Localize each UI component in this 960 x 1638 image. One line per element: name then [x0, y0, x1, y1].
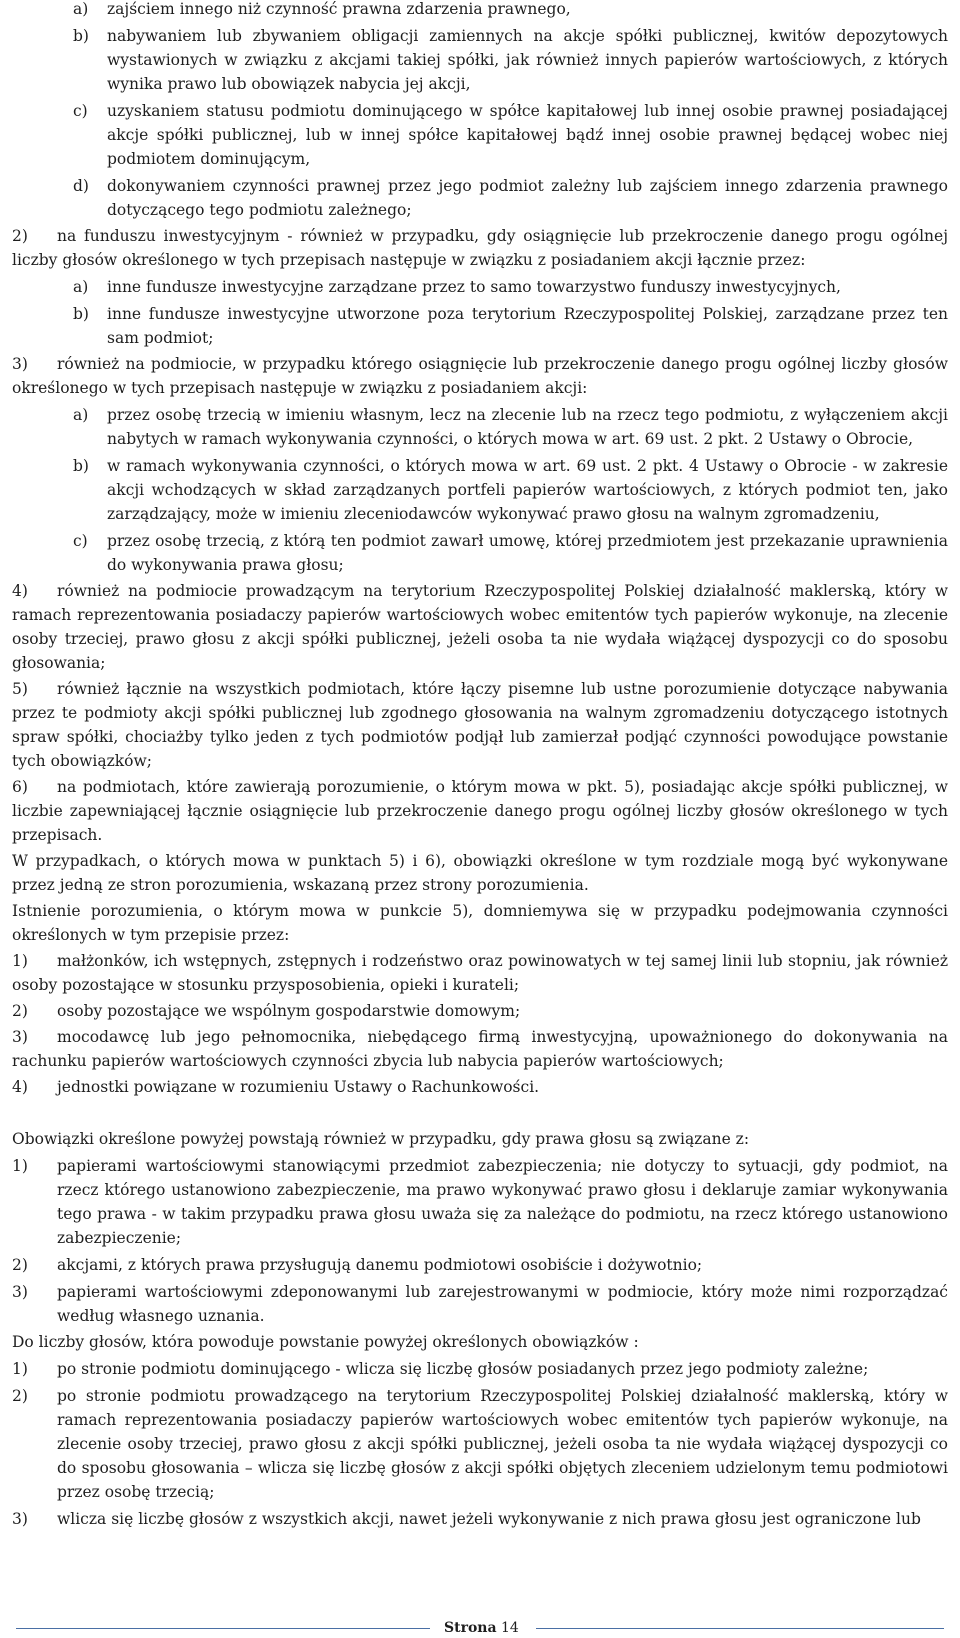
numbered-paragraph: 2) na funduszu inwestycyjnym - również w przypadku, gdy osiągnięcie lub przekroczenie danego progu ogólnej liczby głosów określonego w tych przepisach następuje w związku z posiadaniem akcji łącznie przez: — [12, 227, 948, 269]
numbered-paragraph: 3) mocodawcę lub jego pełnomocnika, niebędącego firmą inwestycyjną, upoważnionego do dokonywania na rachunku papierów wartościowych czynności zbycia lub nabycia papierów wartościowych; — [12, 1028, 948, 1070]
numbered-paragraph: 3) również na podmiocie, w przypadku którego osiągnięcie lub przekroczenie danego progu ogólnej liczby głosów określonego w tych przepisach następuje w związku z posiadaniem akcji: — [12, 355, 948, 397]
numbered-paragraph: 4) jednostki powiązane w rozumieniu Ustawy o Rachunkowości. — [12, 1078, 540, 1096]
numbered-paragraph: 1) małżonków, ich wstępnych, zstępnych i rodzeństwo oraz powinowatych w tej samej linii lub stopniu, jak również osoby pozostające w stosunku przysposobienia, opieki i kurateli; — [12, 952, 948, 994]
list-item: a) przez osobę trzecią w imieniu własnym, lecz na zlecenie lub na rzecz tego podmiotu, z wyłączeniem akcji nabytych w ramach wykonywania czynności, o których mowa w art. 69 ust. 2 pkt. 2 Ustawy o Obrocie, — [73, 406, 948, 448]
document-page — [12, 0, 948, 1531]
page-number: Strona 14 — [444, 1620, 519, 1636]
numbered-paragraph: 2) osoby pozostające we wspólnym gospodarstwie domowym; — [12, 1002, 521, 1020]
numbered-paragraph: 6) na podmiotach, które zawierają porozumienie, o którym mowa w pkt. 5), posiadając akcje spółki publicznej, w liczbie zapewniającej łącznie osiągnięcie lub przekroczenie danego progu ogólnej liczby głosów określonego w tych przepisach. — [12, 778, 948, 844]
list-item: c) uzyskaniem statusu podmiotu dominującego w spółce kapitałowej lub innej osobie prawnej posiadającej akcje spółki publicznej, lub w innej spółce kapitałowej bądź innej osobie prawnej będącej wobec niej podmiotem dominującym, — [73, 102, 948, 168]
list-item: a) inne fundusze inwestycyjne zarządzane przez to samo towarzystwo funduszy inwestycyjnych, — [73, 278, 841, 296]
list-item: 2) po stronie podmiotu prowadzącego na terytorium Rzeczypospolitej Polskiej działalność maklerską, który w ramach reprezentowania posiadaczy papierów wartościowych wobec emitentów tych papierów wykonuje, na zlecenie osoby trzeciej, prawo głosu z akcji spółki publicznej, jeżeli osoba ta nie wydała wiążącej dyspozycji co do sposobu głosowania – wlicza się liczbę głosów z akcji spółki objętych zleceniem udzielonym temu podmiotowi przez osobę trzecią; — [12, 1387, 948, 1501]
numbered-paragraph: 4) również na podmiocie prowadzącym na terytorium Rzeczypospolitej Polskiej działalność maklerską, który w ramach reprezentowania posiadaczy papierów wartościowych wobec emitentów tych papierów wykonuje, na zlecenie osoby trzeciej, prawo głosu z akcji spółki publicznej, jeżeli osoba ta nie wydała wiążącej dyspozycji co do sposobu głosowania; — [12, 582, 948, 672]
body-paragraph: Obowiązki określone powyżej powstają również w przypadku, gdy prawa głosu są związane z: — [12, 1130, 750, 1148]
body-paragraph: W przypadkach, o których mowa w punktach 5) i 6), obowiązki określone w tym rozdziale mogą być wykonywane przez jedną ze stron porozumienia, wskazaną przez strony porozumienia. — [12, 852, 948, 894]
footer-rule-left — [16, 1628, 430, 1629]
list-item: 1) papierami wartościowymi stanowiącymi przedmiot zabezpieczenia; nie dotyczy to sytuacji, gdy podmiot, na rzecz którego ustanowiono zabezpieczenie, ma prawo wykonywać prawo głosu i deklaruje zamiar wykonywania tego prawa - w takim przypadku prawa głosu uważa się za należące do podmiotu, na rzecz którego ustanowiono zabezpieczenie; — [12, 1157, 948, 1247]
list-item: 3) wlicza się liczbę głosów z wszystkich akcji, nawet jeżeli wykonywanie z nich prawa głosu jest ograniczone lub — [12, 1510, 921, 1528]
section-spacer — [12, 1099, 948, 1125]
page-footer — [0, 1618, 960, 1638]
list-item: a) zajściem innego niż czynność prawna zdarzenia prawnego, — [73, 0, 571, 18]
list-item: 1) po stronie podmiotu dominującego - wlicza się liczbę głosów posiadanych przez jego podmioty zależne; — [12, 1360, 869, 1378]
list-item: c) przez osobę trzecią, z którą ten podmiot zawarł umowę, której przedmiotem jest przekazanie uprawnienia do wykonywania prawa głosu; — [73, 532, 948, 574]
list-item: d) dokonywaniem czynności prawnej przez jego podmiot zależny lub zajściem innego zdarzenia prawnego dotyczącego tego podmiotu zależnego; — [73, 177, 948, 219]
list-item: 3) papierami wartościowymi zdeponowanymi lub zarejestrowanymi w podmiocie, który może nimi rozporządzać według własnego uznania. — [12, 1283, 948, 1325]
list-item: b) nabywaniem lub zbywaniem obligacji zamiennych na akcje spółki publicznej, kwitów depozytowych wystawionych w związku z akcjami takiej spółki, jak również innych papierów wartościowych, z których wynika prawo lub obowiązek nabycia jej akcji, — [73, 27, 948, 93]
numbered-paragraph: 5) również łącznie na wszystkich podmiotach, które łączy pisemne lub ustne porozumienie dotyczące nabywania przez te podmioty akcji spółki publicznej lub zgodnego głosowania na walnym zgromadzeniu dotyczącego istotnych spraw spółki, chociażby tylko jeden z tych podmiotów podjął lub zamierzał podjąć czynności powodujące powstanie tych obowiązków; — [12, 680, 948, 770]
body-paragraph: Istnienie porozumienia, o którym mowa w punkcie 5), domniemywa się w przypadku podejmowania czynności określonych w tym przepisie przez: — [12, 902, 948, 944]
list-item: b) inne fundusze inwestycyjne utworzone poza terytorium Rzeczypospolitej Polskiej, zarządzane przez ten sam podmiot; — [73, 305, 948, 347]
footer-rule-right — [536, 1628, 944, 1629]
list-item: 2) akcjami, z których prawa przysługują danemu podmiotowi osobiście i dożywotnio; — [12, 1256, 703, 1274]
body-paragraph: Do liczby głosów, która powoduje powstanie powyżej określonych obowiązków : — [12, 1333, 639, 1351]
list-item: b) w ramach wykonywania czynności, o których mowa w art. 69 ust. 2 pkt. 4 Ustawy o Obrocie - w zakresie akcji wchodzących w skład zarządzanych portfeli papierów wartościowych, z których podmiot ten, jako zarządzający, może w imieniu zleceniodawców wykonywać prawo głosu na walnym zgromadzeniu, — [73, 457, 948, 523]
